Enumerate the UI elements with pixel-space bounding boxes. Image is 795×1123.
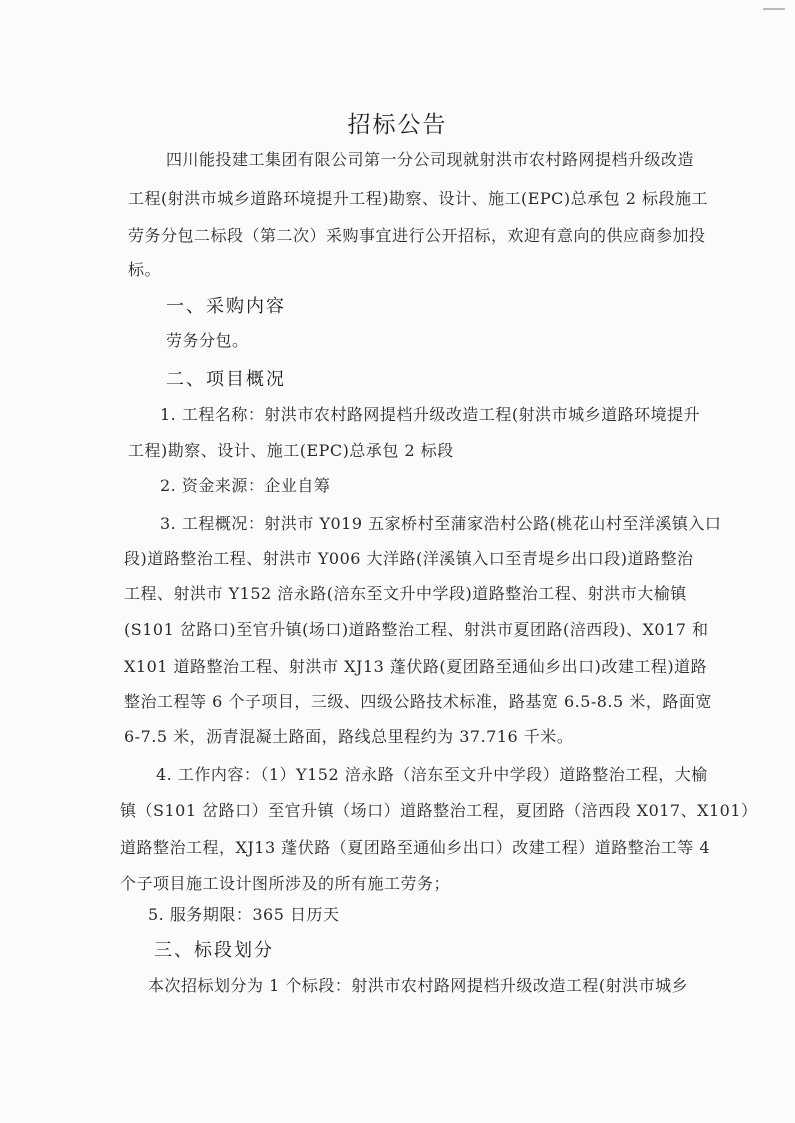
overview-item-summary: (S101 岔路口)至官升镇(场口)道路整治工程、射洪市夏团路(涪西段)、X017 和: [124, 620, 709, 639]
scan-mark: [763, 8, 785, 16]
overview-item-summary: 整治工程等 6 个子项目，三级、四级公路技术标准，路基宽 6.5-8.5 米，路面宽: [124, 692, 712, 711]
intro-line: 劳务分包二标段（第二次）采购事宜进行公开招标，欢迎有意向的供应商参加投: [128, 226, 706, 245]
section-body: 本次招标划分为 1 个标段：射洪市农村路网提档升级改造工程(射洪市城乡: [148, 976, 689, 995]
page-title: 招标公告: [347, 112, 448, 138]
overview-item-scope: 4. 工作内容：（1）Y152 涪永路（涪东至文升中学段）道路整治工程，大榆: [156, 765, 708, 784]
section-body: 劳务分包。: [166, 331, 249, 350]
intro-line: 工程(射洪市城乡道路环境提升工程)勘察、设计、施工(EPC)总承包 2 标段施工: [128, 189, 709, 208]
overview-item-scope: 个子项目施工设计图所涉及的所有施工劳务；: [120, 874, 451, 893]
overview-item-service-period: 5. 服务期限：365 日历天: [148, 905, 340, 924]
overview-item-funding: 2. 资金来源：企业自筹: [160, 476, 331, 495]
overview-item-scope: 镇（S101 岔路口）至官升镇（场口）道路整治工程，夏团路（涪西段 X017、X101）: [120, 801, 758, 820]
overview-item-summary: 6-7.5 米，沥青混凝土路面，路线总里程约为 37.716 千米。: [124, 727, 574, 746]
section-heading-overview: 二、项目概况: [166, 369, 286, 390]
section-heading-procurement: 一、采购内容: [166, 296, 286, 317]
overview-item-summary: 3. 工程概况：射洪市 Y019 五家桥村至蒲家浩村公路(桃花山村至洋溪镇入口: [160, 514, 722, 533]
intro-line: 四川能投建工集团有限公司第一分公司现就射洪市农村路网提档升级改造: [166, 150, 695, 169]
overview-item-summary: X101 道路整治工程、射洪市 XJ13 蓬伏路(夏团路至通仙乡出口)改建工程)道路: [124, 657, 708, 676]
section-heading-lots: 三、标段划分: [154, 940, 274, 961]
overview-item-summary: 工程、射洪市 Y152 涪永路(涪东至文升中学段)道路整治工程、射洪市大榆镇: [124, 584, 687, 603]
overview-item-project-name: 1. 工程名称：射洪市农村路网提档升级改造工程(射洪市城乡道路环境提升: [160, 405, 701, 424]
overview-item-project-name: 工程)勘察、设计、施工(EPC)总承包 2 标段: [128, 441, 454, 460]
intro-line: 标。: [128, 260, 162, 279]
overview-item-scope: 道路整治工程，XJ13 蓬伏路（夏团路至通仙乡出口）改建工程）道路整治工等 4: [120, 838, 711, 857]
overview-item-summary: 段)道路整治工程、射洪市 Y006 大洋路(洋溪镇入口至青堤乡出口段)道路整治: [124, 549, 694, 568]
